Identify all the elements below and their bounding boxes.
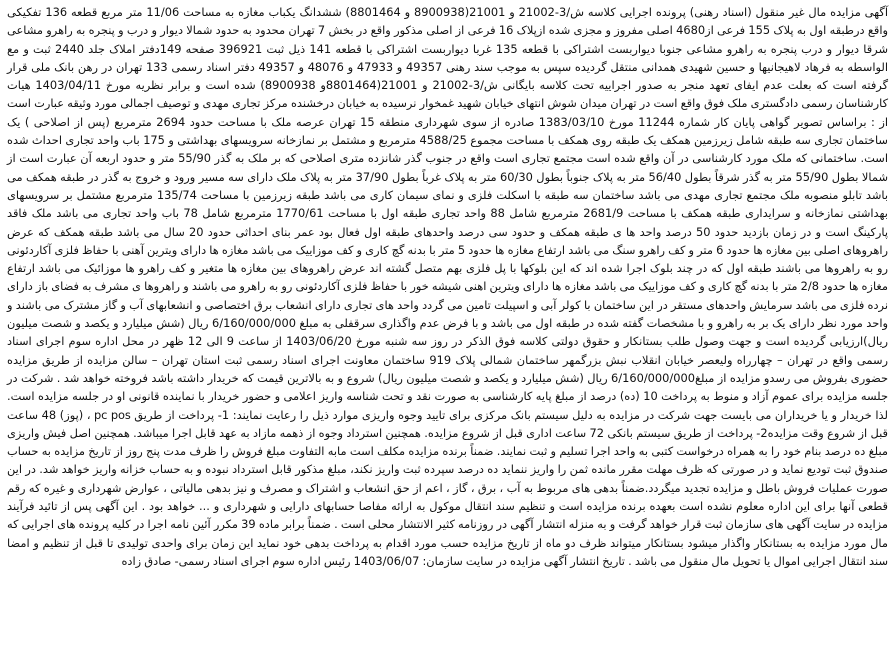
auction-notice-text: آگهی مزایده مال غیر منقول (اسناد رهنی) پرونده اجرایی کلاسه ش/3-21002 و 21001(8900938 و 8801464) ششدانگ یکباب مغازه به مساحت 11/06 متر مربع قطعه 136 تفکیکی واقع درطبقه اول به پلاک 155 فرعی از4680 اصلی مفروز و مجزی شده ازپلاک 16 فرعی از اصلی مذکور واقع در بخش 7 تهران محدود به حدود شمالا دیوار و درب و پنجره به راهرو مشاعی شرقا دیوار و درب پنجره به راهرو مشاعی جنوبا دیواربست اشتراکی با قطعه 135 غربا دیواربست اشتراکی با قطعه 141 ذیل ثبت 396921 صفحه 149دفتر املاک جلد 2440 ثبت و مع الواسطه به فرهاد لاهیجانیها و حسین شهیدی همدانی منتقل گردیده سپس به موجب سند رهنی 49357 و 47933 و 48076 و 49357 دفتر اسناد رسمی 133 تهران در رهن بانک ملی قرار گرفته است که بعلت عدم ایفای تعهد منجر به صدور اجراییه تحت کلاسه بایگانی ش/3-21002 و 21001(8801464و 8900938) شده است و برابر نظریه مورخ 1403/04/11 هیات کارشناسان رسمی دادگستری ملک فوق واقع است در تهران میدان شوش انتهای خیابان شهید غمخوار نرسیده به خیابان درخشنده مرکز تجاری مهدی و توصیف اجمالی مورد وثیقه عبارت است از : براساس تصویر گواهی پایان کار شماره 11244 مورخ 1383/03/10 صادره از سوی شهرداری منطقه 15 تهران عرصه ملک با مساحت حدود 2694 مترمربع (پس از اصلاحی ) یک ساختمان تجاری سه طبقه شامل زیرزمین همکف یک طبقه روی همکف با مساحت مجموع 4588/25 مترمربع و مشتمل بر نمازخانه سرویسهای بهداشتی و 175 باب واحد تجاری احداث شده است. ساختمانی که ملک مورد کارشناسی در آن واقع شده است مجتمع تجاری است واقع در جنوب گذر شانزده متری اصلاحی که بر ملک به گذر 55/90 متر و حدود اربعه آن عبارت است از شمالا بطول 55/90 متر به گذر شرقاً بطول 56/40 متر به پلاک جنوباً بطول 60/30 متر به پلاک غرباً بطول 37/90 متر به پلاک ملک دارای سه مسیر ورود و خروج به گذر در طبقه همکف می باشد تابلو منصوبه ملک مجتمع تجاری مهدی می باشد ساختمان سه طبقه با اسکلت فلزی و نمای سیمان کاری می باشد طبقه زیرزمین با مساحت 135/74 مترمربع مشتمل بر سرویسهای بهداشتی نمازخانه و سرایداری طبقه همکف با مساحت 2681/9 مترمربع شامل 88 واحد تجاری طبقه اول با مساحت 1770/61 مترمربع شامل 78 باب واحد تجاری می باشد ملک فاقد پارکینگ است و در زمان بازدید حدود 50 درصد واحد ها ی طبقه همکف و حدود سی درصد واحدهای طبقه اول فعال بود عمر بنای احداثی حدود 20 سال می باشد طبقه همکف که عرض راهروهای اصلی بین مغازه ها حدود 6 متر و کف راهرو سنگ می باشد ارتفاع مغازه ها حدود 5 متر با بدنه گچ کاری و کف موزاییک می باشد مغازه ها دارای ویترین آهنی با حفاظ فلزی آکاردئونی رو به راهروها می باشند طبقه اول که در چند بلوک اجرا شده اند که این بلوکها با پل فلزی بهم متصل گشته اند عرض راهروهای بین مغازه ها متغیر و کف راهرو ها موزائیک می باشد ارتفاع مغازه ها حدود 2/8 متر با بدنه گچ کاری و کف موزاییک می باشد مغازه ها دارای ویترین اهنی شیشه خور با حفاظ فلزی آکاردئونی رو به راهرو می باشند و راهروها ی مشرف به فضای باز دارای نرده فلزی می باشد سرمایش واحدهای مستقر در این ساختمان با کولر آبی و اسپیلت تامین می گردد واحد های تجاری دارای انشعاب برق اختصاصی و انشعابهای آب و گاز مشترک می باشند و واحد مورد نظر دارای یک بر به راهرو و با مشخصات گفته شده در طبقه اول می باشد و با فرض عدم واگذاری سرقفلی به مبلغ 6/160/000/000 ریال (شش میلیارد و یکصد و شصت میلیون ریال)ارزیابی گردیده است و جهت وصول طلب بستانکار و حقوق دولتی کلاسه فوق الذکر در روز سه شنبه مورخ 1403/06/20 از ساعت 9 الی 12 ظهر در محل اداره سوم اجرای اسناد رسمی واقع در تهران – چهارراه ولیعصر خیابان انقلاب نبش بزرگمهر ساختمان شمالی پلاک 919 ساختمان معاونت اجرای اسناد رسمی ثبت استان تهران – سالن مزایده از طریق مزایده حضوری بفروش می رسدو مزایده از مبلغ6/160/000/000 ریال (شش میلیارد و یکصد و شصت میلیون ریال) شروع و به بالاترین قیمت که خریدار داشته باشد فروخته خواهد شد . شرکت در جلسه مزایده برای عموم آزاد و منوط به پرداخت 10 (ده) درصد از مبلغ پایه کارشناسی به صورت نقد و تحت شناسه واریز اعلامی و حضور خریدار با نماینده قانونی او در جلسه مزایده است. لذا خریدار و یا خریداران می بایست جهت شرکت در مزایده به دلیل سیستم بانک مرکزی برای تایید وجوه واریزی موارد ذیل را رعایت نمایند: 1- پرداخت از طریق pc pos ، (پوز) 48 ساعت قبل از شروع وقت مزایده2- پرداخت از طریق سیستم بانکی 72 ساعت اداری قبل از شروع مزایده. همچنین استرداد وجوه از ذهمه مازاد به عهد قابل اجرا میباشد. همچنین اصل فیش واریزی مبلغ ده درصد بنام خود را به همراه درخواست کتبی به واحد اجرا تسلیم و ثبت نمایند. ضمناً برنده مزایده مکلف است مابه التفاوت مبلغ فروش را ظرف مدت پنج روز از تاریخ مزایده به حساب صندوق ثبت تودیع نماید و در صورتی که ظرف مهلت مقرر مانده ثمن را واریز ننماید ده درصد سپرده ثبت واریز نکند، مبلغ مذکور قابل استرداد نبوده و به حساب خزانه واریز خواهد شد. در این صورت عملیات فروش باطل و مزایده تجدید میگردد.ضمناً بدهی های مربوط به آب ، برق ، گاز ، اعم از حق انشعاب و اشتراک و مصرف و نیز بدهی مالیاتی ، عوارض شهرداری و غیره که رقم قطعی آنها برای این اداره معلوم نشده است بعهده برنده مزایده است و تنظیم سند انتقال موکول به ارائه مفاصا حسابهای دارایی و شهرداری و ... خواهد بود . این آگهی پس از تائید فرآیند مزایده در سایت آگهی های سازمان ثبت قرار خواهد گرفت و به منزله انتشار آگهی در روزنامه کثیر الانتشار محلی است . ضمناً برابر ماده 39 مکرر آئین نامه اجرا در کلیه پرونده های اجرایی که مال مورد مزایده به بستانکار واگذار میشود بستانکار میتواند ظرف دو ماه از تاریخ مزایده حسب مورد اقدام به پرداخت بدهی خود نماید این زمان برای واحدی تولیدی تا قبل از تنظیم و امضا سند انتقال اجرایی اموال یا تحویل مال منقول می باشد . تاریخ انتشار آگهی مزایده در سایت سازمان: 1403/06/07 رئیس اداره سوم اجرای اسناد رسمی- صادق زاده [7, 5, 889, 568]
